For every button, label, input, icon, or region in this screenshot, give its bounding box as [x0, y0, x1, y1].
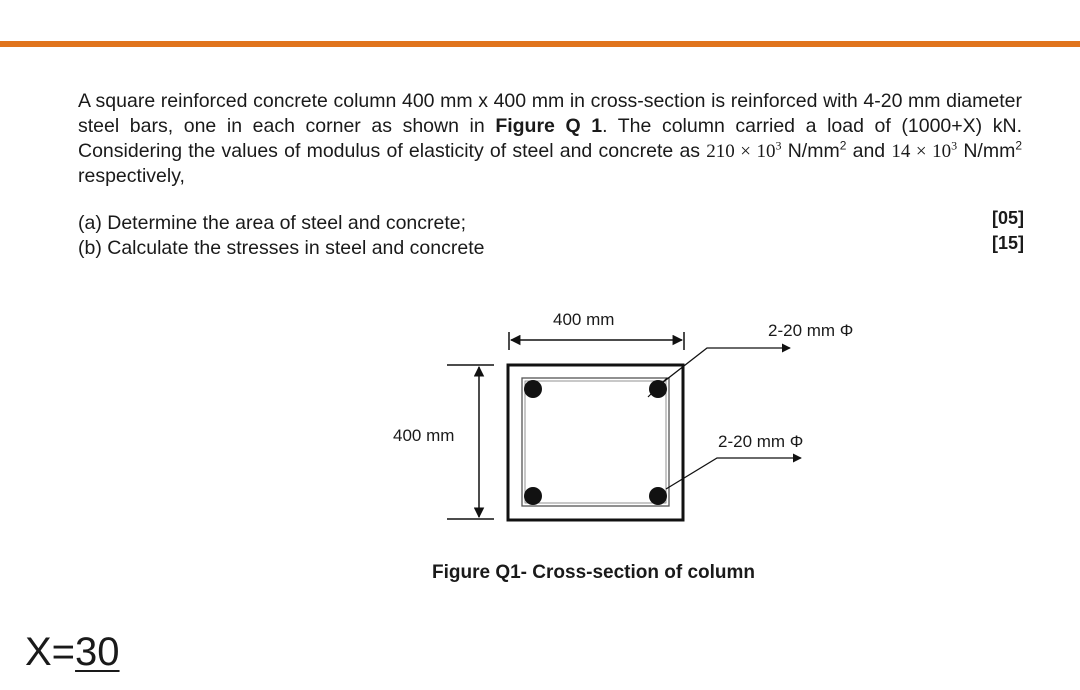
unit: N/mm: [963, 140, 1016, 162]
middle-text: . The column carried a load of (1000+X) kN. Considering the values of modulus of elasticity of steel and concrete as: [78, 115, 1022, 162]
figure-reference: Figure Q 1: [495, 115, 603, 137]
question-a: (a) Determine the area of steel and concrete;: [78, 212, 467, 234]
steel-bar: [524, 380, 542, 398]
steel-bar: [649, 487, 667, 505]
height-label: 400 mm: [393, 426, 455, 445]
tail-text: respectively,: [78, 165, 185, 187]
width-label: 400 mm: [553, 310, 615, 329]
and-text: and: [852, 140, 886, 162]
question-b: (b) Calculate the stresses in steel and concrete: [78, 237, 485, 259]
steel-bar: [649, 380, 667, 398]
x-value: [25, 628, 120, 676]
width-dimension: [509, 332, 684, 350]
problem-statement: A square reinforced concrete column 400 mm x 400 mm in cross-section is reinforced with 4-20 mm diameter steel bars, one in each corner as shown in Figure Q 1. The column carried a load of (1000+X) kN. Considering the values of modulus of elasticity of steel and concrete as $210 \times 10^3$ $N/mm^2$ and $14 \times 10^3$ $N/mm^2$ respectively,: [78, 90, 1023, 187]
marks-b: [15]: [991, 233, 1024, 253]
es-value: $210 \times 10^3$: [706, 138, 782, 162]
bar-label-top: 2-20 mm Φ: [768, 321, 854, 340]
leader-mid: [666, 458, 801, 489]
ec-value: $14 \times 10^3$: [891, 138, 958, 162]
steel-bar: [524, 487, 542, 505]
figure-caption: Figure Q1- Cross-section of column: [432, 562, 756, 583]
stirrup: [522, 378, 669, 506]
unit: N/mm: [787, 140, 840, 162]
x-number: 30: [75, 630, 120, 674]
x-prefix: X=: [25, 630, 76, 674]
bar-label-mid: 2-20 mm Φ: [718, 432, 804, 451]
intro-text: A square reinforced concrete column 400 mm x 400 mm in cross-section is reinforced with 4-20 mm diameter steel bars, one in each corner as shown in: [78, 90, 1022, 137]
marks-a: [05]: [991, 208, 1024, 228]
